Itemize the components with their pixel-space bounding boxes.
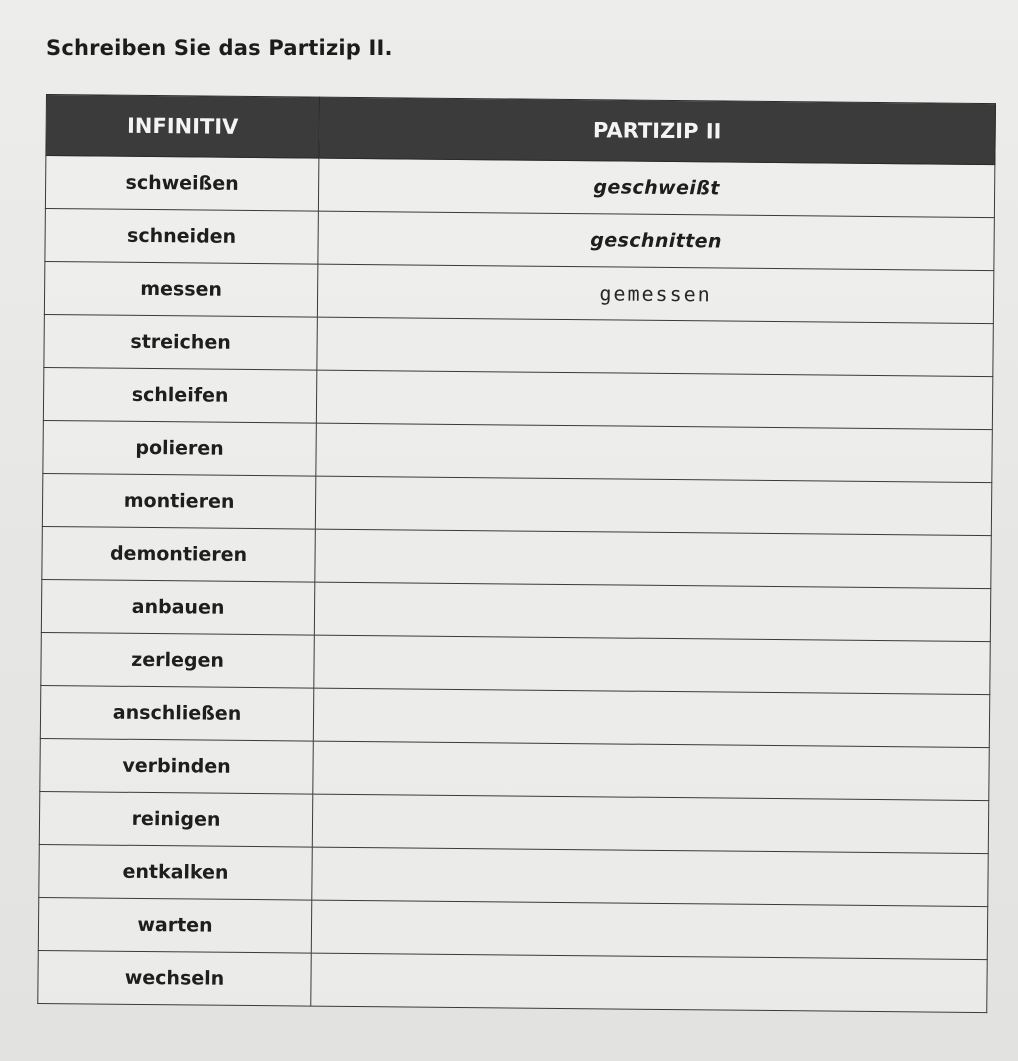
infinitive-cell: anbauen	[41, 579, 314, 635]
infinitive-cell: schleifen	[43, 367, 316, 423]
header-infinitive: INFINITIV	[46, 95, 320, 159]
infinitive-cell: streichen	[44, 314, 317, 370]
infinitive-cell: schneiden	[45, 208, 318, 264]
table-row	[44, 261, 993, 323]
table-row	[41, 579, 990, 641]
table-row	[38, 950, 987, 1012]
infinitive-cell: schweißen	[45, 156, 318, 212]
verb-table-wrapper	[37, 94, 996, 1013]
infinitive-cell: entkalken	[39, 844, 312, 900]
table-row	[42, 473, 991, 535]
infinitive-cell: wechseln	[38, 950, 311, 1006]
infinitive-cell: reinigen	[39, 791, 312, 847]
infinitive-cell: polieren	[43, 420, 316, 476]
participle-cell[interactable]	[315, 476, 991, 535]
infinitive-cell: zerlegen	[41, 632, 314, 688]
participle-cell[interactable]: geschweißt	[318, 158, 994, 217]
table-row	[41, 632, 990, 694]
participle-cell[interactable]	[316, 370, 992, 429]
table-row	[40, 685, 989, 747]
table-row	[44, 314, 993, 376]
table-row	[43, 367, 992, 429]
participle-cell[interactable]	[312, 847, 988, 906]
infinitive-cell: montieren	[42, 473, 315, 529]
participle-cell[interactable]	[314, 582, 990, 641]
table-row	[38, 897, 987, 959]
participle-cell[interactable]	[316, 423, 992, 482]
header-row	[46, 95, 996, 165]
table-row	[39, 844, 988, 906]
participle-cell[interactable]	[312, 794, 988, 853]
participle-cell[interactable]	[314, 635, 990, 694]
participle-cell[interactable]	[317, 317, 993, 376]
table-row	[39, 791, 988, 853]
instruction-heading: Schreiben Sie das Partizip II.	[46, 36, 393, 60]
infinitive-cell: anschließen	[40, 685, 313, 741]
infinitive-cell: messen	[44, 261, 317, 317]
participle-cell[interactable]	[313, 741, 989, 800]
table-row	[45, 208, 994, 270]
table-row	[45, 156, 994, 218]
table-row	[40, 738, 989, 800]
verb-table	[37, 94, 996, 1013]
participle-cell[interactable]	[315, 529, 991, 588]
infinitive-cell: verbinden	[40, 738, 313, 794]
participle-cell[interactable]	[313, 688, 989, 747]
infinitive-cell: demontieren	[42, 526, 315, 582]
header-participle: PARTIZIP II	[319, 97, 996, 164]
participle-cell[interactable]	[311, 953, 987, 1012]
table-row	[43, 420, 992, 482]
participle-cell[interactable]	[311, 900, 987, 959]
table-row	[42, 526, 991, 588]
infinitive-cell: warten	[38, 897, 311, 953]
participle-cell[interactable]: geschnitten	[318, 211, 994, 270]
participle-cell-handwritten[interactable]: gemessen	[317, 264, 993, 323]
